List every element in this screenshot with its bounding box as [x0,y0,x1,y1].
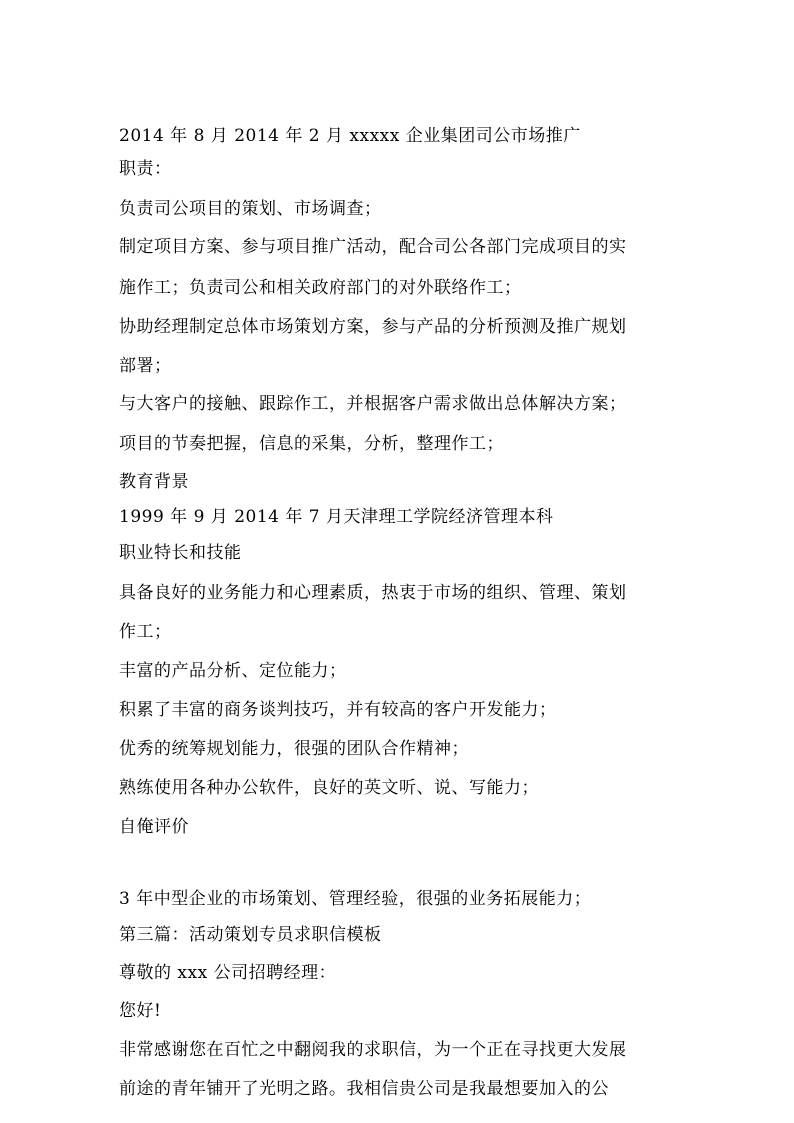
text-line: 前途的青年铺开了光明之路。我相信贵公司是我最想要加入的公 [119,1079,609,1099]
text-line: 协助经理制定总体市场策划方案，参与产品的分析预测及推广规划 [119,317,627,337]
text-line: 职责： [119,159,172,179]
text-line: 3 年中型企业的市场策划、管理经验，很强的业务拓展能力； [119,889,592,909]
text-line: 作工； [119,622,172,642]
text-line: 制定项目方案、参与项目推广活动，配合司公各部门完成项目的实 [119,237,627,257]
section-heading: 教育背景 [119,472,189,492]
text-line: 尊敬的 xxx 公司招聘经理： [119,963,337,983]
text-line: 部署； [119,356,172,376]
section-heading: 自俺评价 [119,817,189,837]
section-heading: 第三篇：活动策划专员求职信模板 [119,925,382,945]
text-line: 2014 年 8 月 2014 年 2 月 xxxxx 企业集团司公市场推广 [119,126,581,146]
text-line: 1999 年 9 月 2014 年 7 月天津理工学院经济管理本科 [119,507,554,527]
section-heading: 职业特长和技能 [119,543,242,563]
text-line: 优秀的统筹规划能力，很强的团队合作精神； [119,739,469,759]
text-line: 与大客户的接触、跟踪作工，并根据客户需求做出总体解决方案； [119,394,627,414]
text-line: 积累了丰富的商务谈判技巧，并有较高的客户开发能力； [119,700,557,720]
text-line: 非常感谢您在百忙之中翻阅我的求职信，为一个正在寻找更大发展 [119,1040,627,1060]
text-line: 项目的节奏把握，信息的采集，分析，整理作工； [119,434,504,454]
text-line: 具备良好的业务能力和心理素质，热衷于市场的组织、管理、策划 [119,583,627,603]
text-line: 施作工；负责司公和相关政府部门的对外联络作工； [119,278,522,298]
text-line: 负责司公项目的策划、市场调查； [119,199,382,219]
text-line: 熟练使用各种办公软件，良好的英文听、说、写能力； [119,778,539,798]
text-line: 您好! [119,1001,162,1021]
text-line: 丰富的产品分析、定位能力； [119,661,347,681]
